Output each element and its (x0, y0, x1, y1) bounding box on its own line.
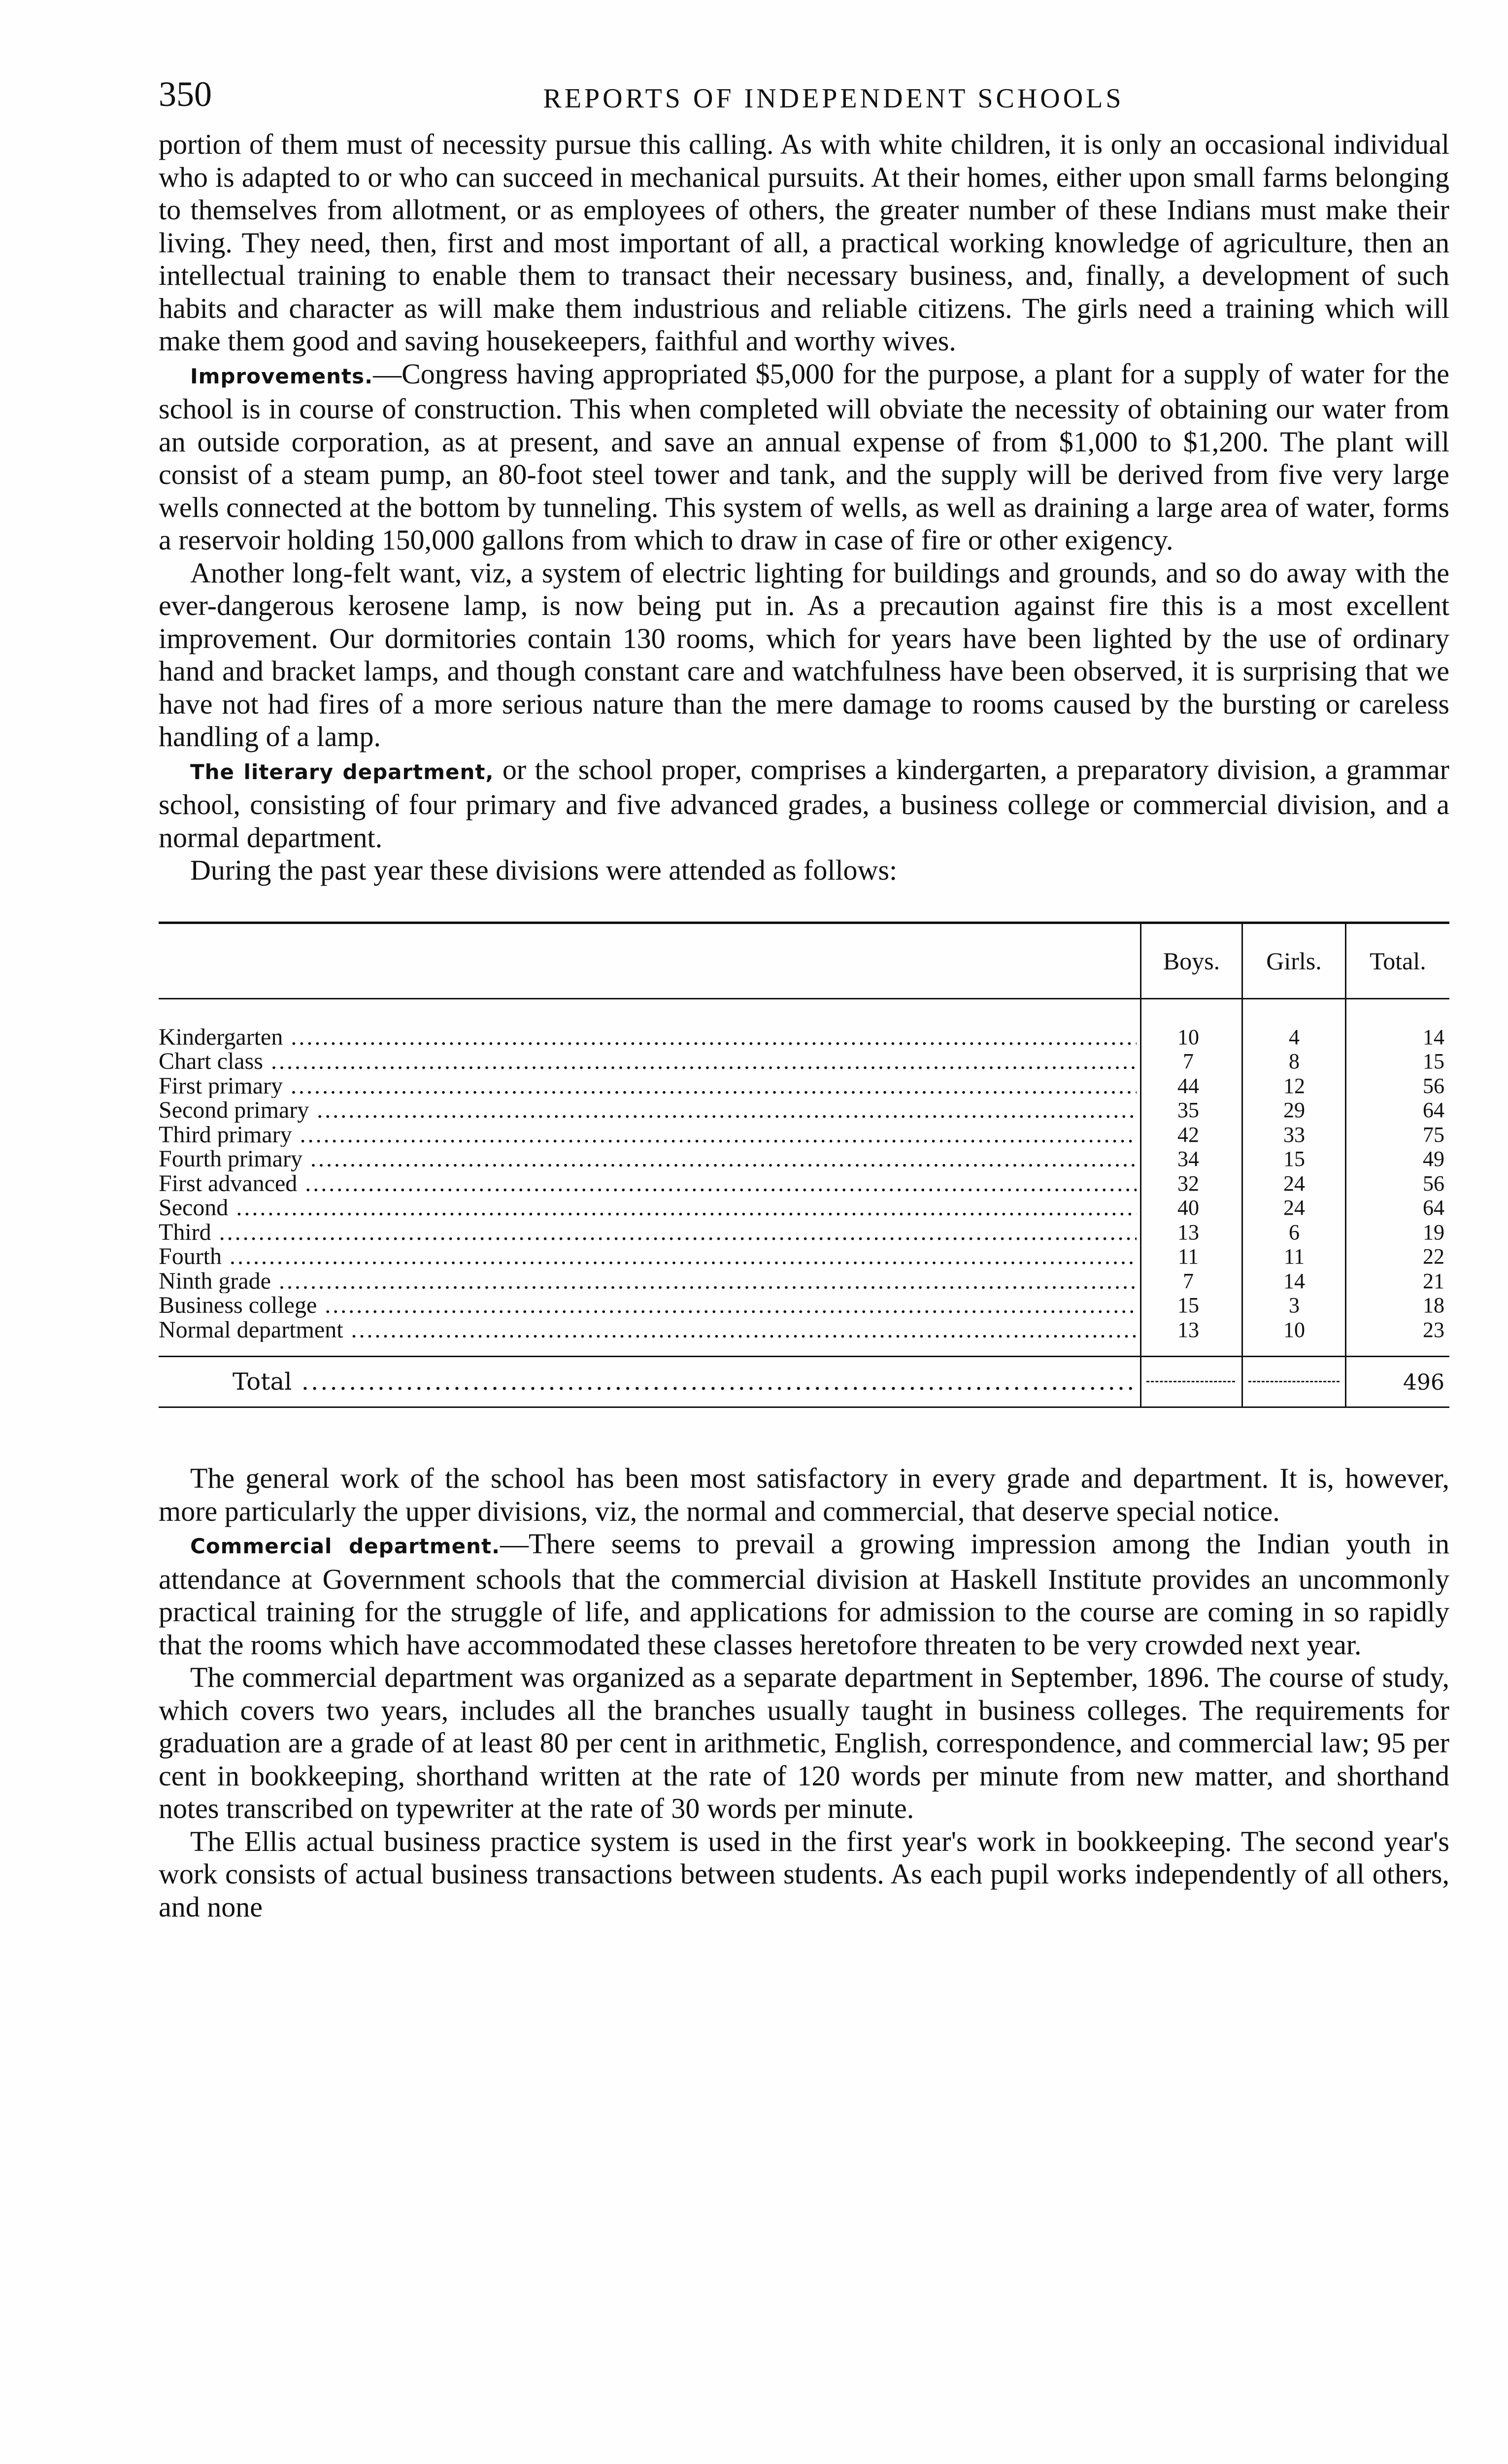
row-label: Kindergarten ..... (159, 1025, 1137, 1050)
page-number: 350 (159, 74, 212, 114)
paragraph-text: Another long-felt want, viz, a system of electric lighting for buildings and grounds, and so do away with the ever-dangerous kerosene lamp, is now being put in. As a precaution against fire this is a most excellent improvement. Our dormitories contain 130 rooms, which for years have been lighted by the use of ordinary hand and bracket lamps, and though constant care and watchfulness have been observed, it is surprising that we have not had fires of a more serious nature than the mere damage to rooms caused by the bursting or careless handling of a lamp. (159, 556, 1449, 753)
paragraph (159, 128, 1449, 358)
table-row (159, 1123, 1449, 1147)
column-divider (1241, 1357, 1243, 1406)
row-label: Chart class ..... (159, 1049, 1137, 1074)
table-row (159, 1171, 1449, 1196)
cell-boys: 13 (1177, 1317, 1199, 1342)
grand-total: 496 (1403, 1370, 1444, 1395)
row-label: Fourth ..... (159, 1244, 1137, 1269)
enrollment-table (159, 922, 1449, 1408)
cell-total: 23 (1423, 1317, 1444, 1342)
cell-total: 14 (1423, 1025, 1444, 1049)
cell-boys: 35 (1177, 1098, 1199, 1122)
cell-total: 64 (1423, 1098, 1444, 1122)
column-divider (1345, 1357, 1346, 1406)
cell-girls: 11 (1283, 1244, 1305, 1268)
cell-boys: 7 (1183, 1049, 1194, 1073)
cell-girls: 29 (1283, 1098, 1305, 1122)
row-label: First advanced ..... (159, 1171, 1137, 1196)
cell-boys: 10 (1177, 1025, 1199, 1049)
table-row (159, 1196, 1449, 1220)
table-row (159, 1293, 1449, 1318)
cell-girls: 4 (1289, 1025, 1300, 1049)
cell-boys: 15 (1177, 1293, 1199, 1317)
table-total-row (159, 1356, 1449, 1406)
cell-total: 21 (1423, 1268, 1444, 1293)
text-after-table (159, 1462, 1449, 1923)
cell-total: 64 (1423, 1196, 1444, 1220)
run-in-heading: The literary department, (190, 759, 494, 784)
paragraph-text: The general work of the school has been most satisfactory in every grade and department. It is, however, more particularly the upper divisions, viz, the normal and commercial, that deserve special notice. (159, 1462, 1449, 1527)
cell-girls: 3 (1289, 1293, 1300, 1317)
total-label: Total ..... (159, 1368, 1137, 1396)
column-divider (1140, 1357, 1141, 1406)
cell-girls: 10 (1283, 1317, 1305, 1342)
cell-girls: 12 (1283, 1073, 1305, 1098)
cell-boys: 13 (1177, 1220, 1199, 1244)
paragraph (159, 1825, 1449, 1924)
row-label: Normal department ..... (159, 1318, 1137, 1342)
cell-boys: 11 (1177, 1244, 1199, 1268)
paragraph (159, 854, 1449, 887)
table-row (159, 1098, 1449, 1123)
table-row (159, 1318, 1449, 1342)
row-label: Second ..... (159, 1196, 1137, 1220)
table-row (159, 1025, 1449, 1050)
cell-total: 19 (1423, 1220, 1444, 1244)
run-in-heading: Improvements. (190, 364, 373, 388)
table-body (159, 999, 1449, 1356)
column-header-boys: Boys. (1163, 947, 1220, 975)
paragraph (159, 1462, 1449, 1528)
cell-total: 22 (1423, 1244, 1444, 1268)
empty-cell-dash (1146, 1381, 1235, 1382)
paragraph-text: The Ellis actual business practice system is used in the first year's work in bookkeeping. The second year's work consists of actual business transactions between students. As each pupil works independently of all others, and none (159, 1825, 1449, 1923)
text-before-table (159, 128, 1449, 887)
document-page (159, 74, 1449, 1923)
paragraph-text: The commercial department was organized as a separate department in September, 1896. The course of study, which covers two years, includes all the branches usually taught in business colleges. The requirements for graduation are a grade of at least 80 per cent in arithmetic, English, correspondence, and commercial law; 95 per cent in bookkeeping, shorthand written at the rate of 120 words per minute from new matter, and shorthand notes transcribed on typewriter at the rate of 30 words per minute. (159, 1661, 1449, 1824)
row-label: First primary ..... (159, 1074, 1137, 1098)
run-in-heading: Commercial department. (190, 1534, 501, 1558)
cell-girls: 15 (1283, 1147, 1305, 1171)
paragraph-text: portion of them must of necessity pursue this calling. As with white children, it is only an occasional individual who is adapted to or who can succeed in mechanical pursuits. At their homes, either upon small farms belonging to themselves from allotment, or as employees of others, the greater number of these Indians must make their living. They need, then, first and most important of all, a practical working knowledge of agriculture, then an intellectual training to enable them to transact their necessary business, and, finally, a development of such habits and character as will make them industrious and reliable citizens. The girls need a training which will make them good and saving housekeepers, faithful and worthy wives. (159, 128, 1449, 357)
running-head: REPORTS OF INDEPENDENT SCHOOLS (543, 83, 1124, 114)
cell-total: 56 (1423, 1073, 1444, 1098)
table-row (159, 1074, 1449, 1098)
row-label: Third primary ..... (159, 1123, 1137, 1147)
row-label: Fourth primary ..... (159, 1147, 1137, 1171)
paragraph-text: —Congress having appropriated $5,000 for the purpose, a plant for a supply of water for the school is in course of construction. This when completed will obviate the necessity of obtaining our water from an outside corporation, as at present, and save an annual expense of from $1,000 to $1,200. The plant will consist of a steam pump, an 80-foot steel tower and tank, and the supply will be derived from five very large wells connected at the bottom by tunneling. This system of wells, as well as draining a large area of water, forms a reservoir holding 150,000 gallons from which to draw in case of fire or other exigency. (159, 357, 1449, 556)
paragraph (159, 1528, 1449, 1661)
cell-girls: 24 (1283, 1196, 1305, 1220)
cell-girls: 6 (1289, 1220, 1300, 1244)
cell-girls: 14 (1283, 1268, 1305, 1293)
cell-girls: 8 (1289, 1049, 1300, 1073)
paragraph-text: or the school proper, comprises a kindergarten, a preparatory division, a grammar school, consisting of four primary and five advanced grades, a business college or commercial division, and a normal department. (159, 753, 1449, 854)
cell-boys: 34 (1177, 1147, 1199, 1171)
table-row (159, 1049, 1449, 1074)
cell-girls: 24 (1283, 1171, 1305, 1196)
cell-girls: 33 (1283, 1122, 1305, 1147)
cell-boys: 42 (1177, 1122, 1199, 1147)
page-header (159, 74, 1449, 128)
cell-total: 56 (1423, 1171, 1444, 1196)
table-row (159, 1244, 1449, 1269)
cell-boys: 7 (1183, 1268, 1194, 1293)
paragraph (159, 557, 1449, 753)
paragraph (159, 358, 1449, 557)
empty-cell-dash (1248, 1381, 1340, 1382)
table-header (159, 924, 1449, 999)
row-label: Second primary ..... (159, 1098, 1137, 1123)
cell-total: 75 (1423, 1122, 1444, 1147)
table-row (159, 1147, 1449, 1171)
paragraph-text: —There seems to prevail a growing impression among the Indian youth in attendance at Government schools that the commercial division at Haskell Institute provides an uncommonly practical training for the struggle of life, and applications for admission to the course are coming in so rapidly that the rooms which have accommodated these classes heretofore threaten to be very crowded next year. (159, 1528, 1449, 1661)
paragraph (159, 753, 1449, 855)
paragraph-text: During the past year these divisions were attended as follows: (190, 854, 898, 886)
cell-boys: 40 (1177, 1196, 1199, 1220)
cell-boys: 32 (1177, 1171, 1199, 1196)
cell-total: 15 (1423, 1049, 1444, 1073)
row-label: Business college ..... (159, 1293, 1137, 1318)
cell-total: 18 (1423, 1293, 1444, 1317)
row-label: Ninth grade ..... (159, 1269, 1137, 1294)
table-row (159, 1269, 1449, 1294)
cell-total: 49 (1423, 1147, 1444, 1171)
column-header-girls: Girls. (1266, 947, 1322, 975)
column-header-total: Total. (1370, 947, 1426, 975)
table-row (159, 1220, 1449, 1245)
cell-boys: 44 (1177, 1073, 1199, 1098)
paragraph (159, 1661, 1449, 1825)
row-label: Third ..... (159, 1220, 1137, 1245)
table-bottom-rule (159, 1406, 1449, 1408)
